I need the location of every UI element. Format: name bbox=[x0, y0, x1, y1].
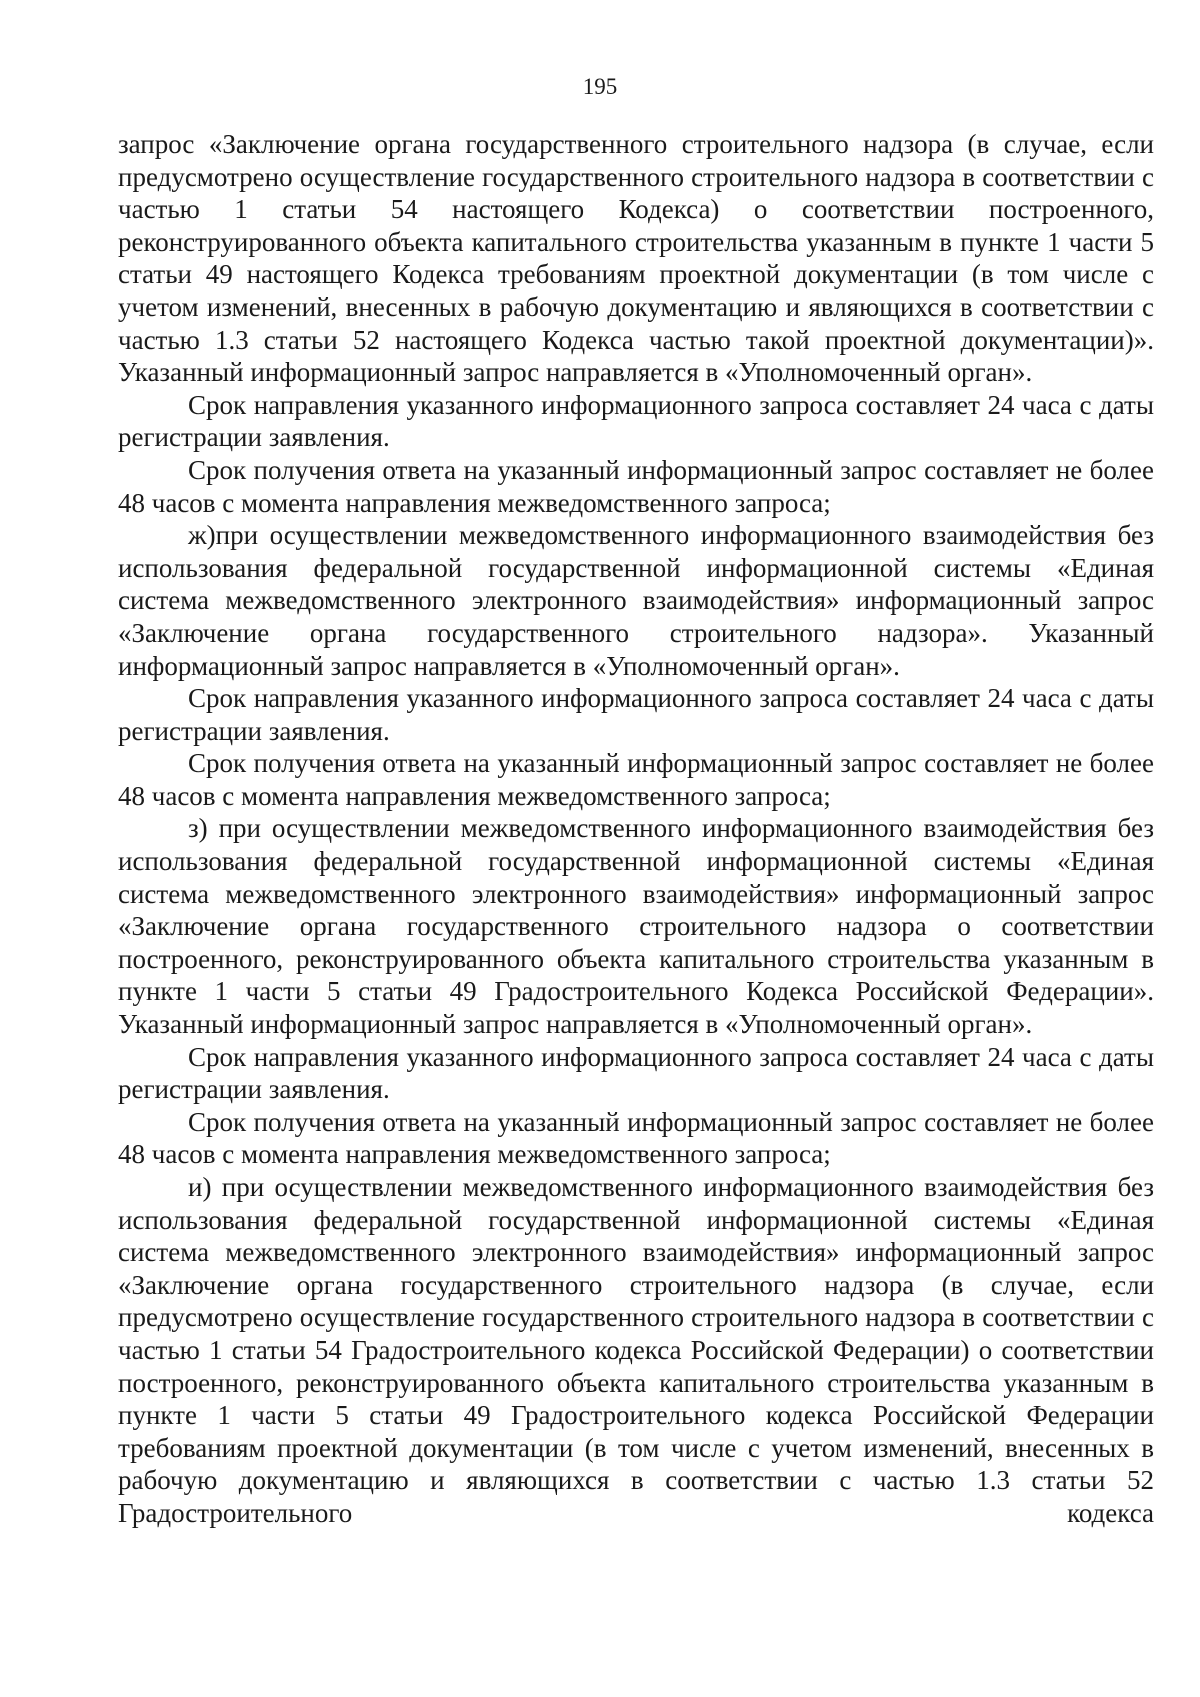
paragraph-response-deadline: Срок получения ответа на указанный информационный запрос составляет не более 48 часов с момента направления межведомственного запроса; bbox=[118, 454, 1154, 518]
paragraph-request-continuation: запрос «Заключение органа государственного строительного надзора (в случае, если предусмотрено осуществление государственного строительного надзора в соответствии с частью 1 статьи 54 настоящего Кодекса) о соответствии построенного, реконструированного объекта капитального строительства указанным в пункте 1 части 5 статьи 49 настоящего Кодекса требованиям проектной документации (в том числе с учетом изменений, внесенных в рабочую документацию и являющихся в соответствии с частью 1.3 статьи 52 настоящего Кодекса частью такой проектной документации)». Указанный информационный запрос направляется в «Уполномоченный орган». bbox=[118, 129, 1154, 388]
paragraph-response-deadline: Срок получения ответа на указанный информационный запрос составляет не более 48 часов с момента направления межведомственного запроса; bbox=[118, 748, 1154, 811]
document-body bbox=[118, 128, 1154, 1530]
paragraph-item-z: з) при осуществлении межведомственного информационного взаимодействия без использования федеральной государственной информационной системы «Единая система межведомственного электронного взаимодействия» информационный запрос «Заключение органа государственного строительного надзора о соответствии построенного, реконструированного объекта капитального строительства указанным в пункте 1 части 5 статьи 49 Градостроительного Кодекса Российской Федерации». Указанный информационный запрос направляется в «Уполномоченный орган». bbox=[118, 813, 1154, 1040]
paragraph-response-deadline: Срок получения ответа на указанный информационный запрос составляет не более 48 часов с момента направления межведомственного запроса; bbox=[118, 1106, 1154, 1170]
paragraph-request-deadline: Срок направления указанного информационного запроса составляет 24 часа с даты регистрации заявления. bbox=[118, 389, 1154, 453]
paragraph-request-deadline: Срок направления указанного информационного запроса составляет 24 часа с даты регистрации заявления. bbox=[118, 1041, 1154, 1105]
paragraph-item-i: и) при осуществлении межведомственного информационного взаимодействия без использования федеральной государственной информационной системы «Единая система межведомственного электронного взаимодействия» информационный запрос «Заключение органа государственного строительного надзора (в случае, если предусмотрено осуществление государственного строительного надзора в соответствии с частью 1 статьи 54 Градостроительного кодекса Российской Федерации) о соответствии построенного, реконструированного объекта капитального строительства указанным в пункте 1 части 5 статьи 49 Градостроительного кодекса Российской Федерации требованиям проектной документации (в том числе с учетом изменений, внесенных в рабочую документацию и являющихся в соответствии с частью 1.3 статьи 52 Градостроительного кодекса bbox=[118, 1172, 1154, 1528]
paragraph-request-deadline: Срок направления указанного информационного запроса составляет 24 часа с даты регистрации заявления. bbox=[118, 683, 1154, 746]
paragraph-item-zh: ж)при осуществлении межведомственного информационного взаимодействия без использования федеральной государственной информационной системы «Единая система межведомственного электронного взаимодействия» информационный запрос «Заключение органа государственного строительного надзора». Указанный информационный запрос направляется в «Уполномоченный орган». bbox=[118, 520, 1154, 681]
page-number: 195 bbox=[582, 74, 618, 99]
